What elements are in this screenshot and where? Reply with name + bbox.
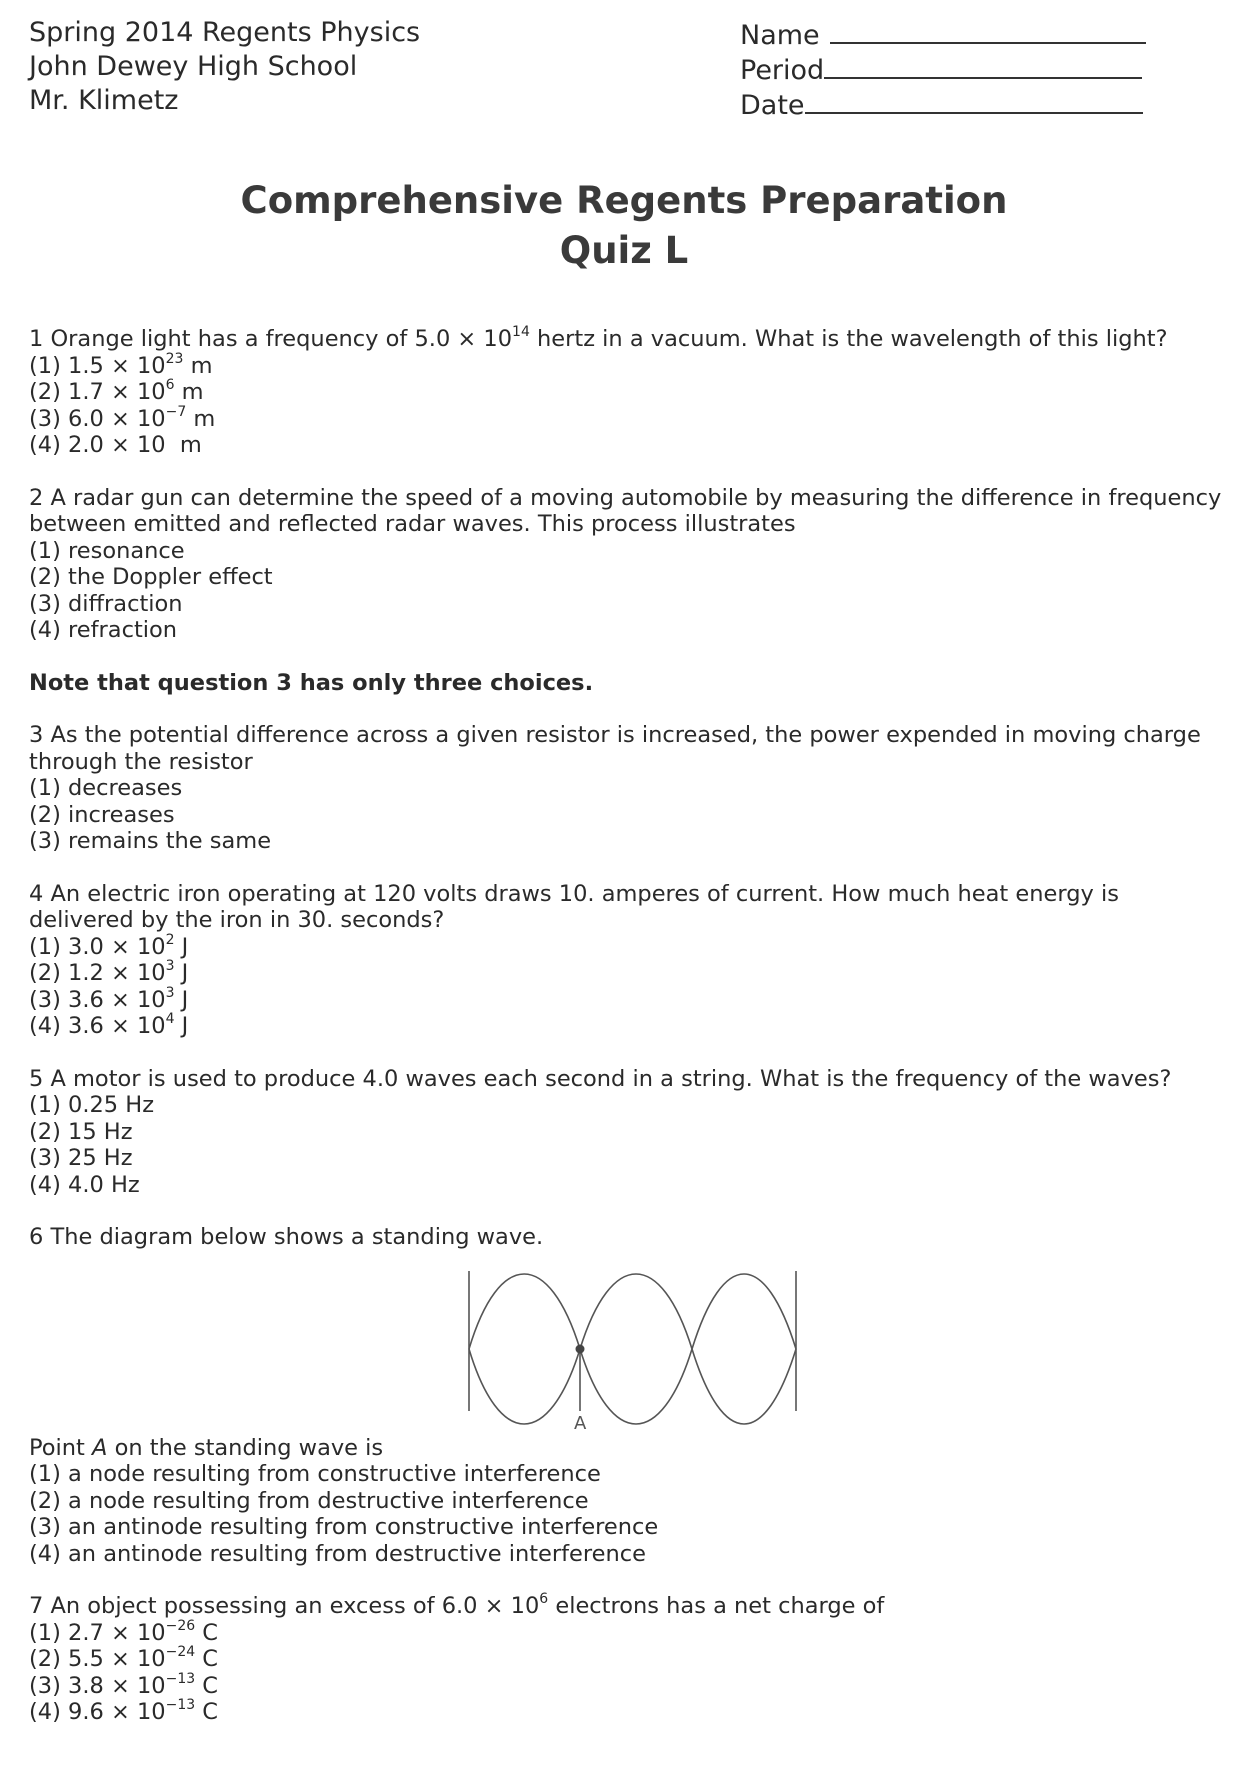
- question-7-stem: [29, 1593, 1229, 1620]
- question-4: [29, 881, 1229, 1040]
- q4-choice-1[interactable]: [29, 931, 1229, 961]
- q1-stem-exponent: 14: [512, 324, 530, 340]
- header-left: [29, 16, 420, 118]
- q7-stem-exponent: 6: [539, 1591, 549, 1607]
- question-5-stem: 5 A motor is used to produce 4.0 waves each second in a string. What is the frequency of the waves?: [29, 1065, 1172, 1092]
- q6-followup-point: A: [92, 1434, 108, 1461]
- q7-c2-text: (2) 5.5 × 10: [29, 1646, 166, 1672]
- q1-stem-text: 1 Orange light has a frequency of 5.0 × 10: [29, 326, 513, 352]
- q4-c1-text: (1) 3.0 × 10: [29, 933, 166, 960]
- q3-choice-3[interactable]: (3) remains the same: [29, 828, 272, 854]
- question-5: [29, 1066, 1229, 1199]
- q7-c3-text: (3) 3.8 × 10: [29, 1672, 166, 1699]
- q7-c2-exponent: −24: [165, 1644, 196, 1660]
- question-2: [29, 485, 1229, 644]
- name-line: [740, 18, 1146, 53]
- q1-c2-unit: m: [174, 379, 204, 405]
- q1-choice-3[interactable]: [29, 403, 1229, 433]
- question-3-note: Note that question 3 has only three choices.: [29, 669, 594, 696]
- q4-c2-text: (2) 1.2 × 10: [29, 960, 166, 986]
- period-label: Period: [740, 55, 825, 86]
- q4-choice-4[interactable]: [29, 1013, 1229, 1040]
- quiz-content: [29, 326, 1229, 1752]
- q4-c3-exponent: 3: [165, 984, 175, 1001]
- teacher-name: Mr. Klimetz: [29, 85, 179, 116]
- q7-c1-exponent: −26: [165, 1617, 196, 1634]
- q7-stem-text: 7 An object possessing an excess of 6.0 × 10: [29, 1593, 540, 1619]
- course-title: Spring 2014 Regents Physics: [29, 17, 421, 48]
- q4-c2-exponent: 3: [165, 958, 175, 974]
- q7-c3-exponent: −13: [165, 1670, 196, 1687]
- date-label: Date: [740, 90, 805, 121]
- q4-c3-unit: J: [174, 986, 189, 1013]
- q6-choice-3[interactable]: (3) an antinode resulting from constructive interference: [29, 1514, 659, 1540]
- period-line: [740, 53, 1146, 88]
- q7-c1-unit: C: [195, 1619, 219, 1646]
- q1-c2-exponent: 6: [165, 377, 175, 393]
- header-right: [740, 18, 1146, 123]
- q7-choice-2[interactable]: [29, 1646, 1229, 1673]
- q2-choice-2[interactable]: (2) the Doppler effect: [29, 564, 273, 590]
- q4-c4-unit: J: [174, 1013, 189, 1039]
- q3-choice-1[interactable]: (1) decreases: [29, 775, 183, 801]
- q1-c2-text: (2) 1.7 × 10: [29, 379, 166, 405]
- title-line-1: Comprehensive Regents Preparation: [240, 179, 1008, 222]
- question-1: [29, 326, 1229, 459]
- question-4-stem: 4 An electric iron operating at 120 volts draws 10. amperes of current. How much heat energy is delivered by the iron in 30. seconds?: [29, 880, 1119, 933]
- question-3-stem: 3 As the potential difference across a given resistor is increased, the power expended in moving charge through the resistor: [29, 722, 1201, 775]
- question-3: [29, 722, 1229, 855]
- q1-c3-text: (3) 6.0 × 10: [29, 405, 166, 432]
- q4-c2-unit: J: [174, 960, 189, 986]
- q1-c1-exponent: 23: [165, 350, 184, 367]
- name-label: Name: [740, 20, 820, 51]
- q1-choice-1[interactable]: [29, 350, 1229, 380]
- q4-choice-3[interactable]: [29, 984, 1229, 1014]
- question-6: [29, 1224, 1229, 1567]
- standing-wave-diagram: [429, 1261, 809, 1431]
- q5-choice-4[interactable]: (4) 4.0 Hz: [29, 1171, 140, 1198]
- q1-c1-text: (1) 1.5 × 10: [29, 352, 166, 379]
- wave-upper-curve: [469, 1274, 796, 1349]
- q7-c2-unit: C: [195, 1646, 219, 1672]
- q4-c1-unit: J: [174, 933, 189, 960]
- q7-choice-1[interactable]: [29, 1617, 1229, 1647]
- q5-choice-1[interactable]: (1) 0.25 Hz: [29, 1092, 155, 1118]
- q4-c3-text: (3) 3.6 × 10: [29, 986, 166, 1013]
- q4-c4-exponent: 4: [165, 1011, 175, 1027]
- q3-choice-2[interactable]: (2) increases: [29, 801, 175, 828]
- q1-c3-unit: m: [186, 405, 216, 432]
- q6-choice-1[interactable]: (1) a node resulting from constructive interference: [29, 1461, 601, 1487]
- q4-c1-exponent: 2: [165, 931, 175, 948]
- q1-c3-exponent: −7: [165, 403, 187, 420]
- q6-followup-text-end: on the standing wave is: [107, 1434, 384, 1461]
- q1-choice-2[interactable]: [29, 379, 1229, 406]
- q7-c4-text: (4) 9.6 × 10: [29, 1699, 166, 1725]
- q5-choice-2[interactable]: (2) 15 Hz: [29, 1118, 133, 1145]
- wave-lower-curve: [469, 1349, 796, 1424]
- q7-choice-4[interactable]: [29, 1699, 1229, 1726]
- q1-c1-unit: m: [183, 352, 213, 379]
- q7-c3-unit: C: [195, 1672, 219, 1699]
- q7-c4-exponent: −13: [165, 1697, 196, 1713]
- q7-stem-text-end: electrons has a net charge of: [548, 1593, 885, 1619]
- name-blank[interactable]: [830, 18, 1146, 44]
- question-6-followup: [29, 1435, 1229, 1462]
- q2-choice-3[interactable]: (3) diffraction: [29, 590, 183, 617]
- date-blank[interactable]: [805, 88, 1143, 114]
- question-1-stem: [29, 326, 1229, 353]
- q7-c4-unit: C: [195, 1699, 219, 1725]
- q4-c4-text: (4) 3.6 × 10: [29, 1013, 166, 1039]
- question-7: [29, 1593, 1229, 1726]
- q7-choice-3[interactable]: [29, 1670, 1229, 1700]
- q5-choice-3[interactable]: (3) 25 Hz: [29, 1145, 133, 1171]
- school-name: John Dewey High School: [29, 51, 358, 82]
- date-line: [740, 88, 1146, 123]
- q1-choice-4[interactable]: (4) 2.0 × 10 m: [29, 432, 202, 458]
- page-title: [0, 176, 1248, 276]
- point-a-label: A: [574, 1412, 587, 1431]
- title-line-2: Quiz L: [559, 229, 689, 272]
- q6-choice-4[interactable]: (4) an antinode resulting from destructive interference: [29, 1540, 646, 1567]
- question-6-stem: 6 The diagram below shows a standing wave.: [29, 1224, 544, 1250]
- q4-choice-2[interactable]: [29, 960, 1229, 987]
- q1-stem-text-end: hertz in a vacuum. What is the wavelength of this light?: [529, 326, 1168, 352]
- q7-c1-text: (1) 2.7 × 10: [29, 1619, 166, 1646]
- period-blank[interactable]: [824, 53, 1142, 79]
- question-2-stem: 2 A radar gun can determine the speed of a moving automobile by measuring the difference in frequency between emitted and reflected radar waves. This process illustrates: [29, 484, 1222, 537]
- q6-choice-2[interactable]: (2) a node resulting from destructive interference: [29, 1487, 589, 1514]
- q2-choice-1[interactable]: (1) resonance: [29, 537, 185, 564]
- q6-followup-text: Point: [29, 1434, 93, 1461]
- point-a-marker: [576, 1344, 585, 1353]
- q2-choice-4[interactable]: (4) refraction: [29, 617, 178, 643]
